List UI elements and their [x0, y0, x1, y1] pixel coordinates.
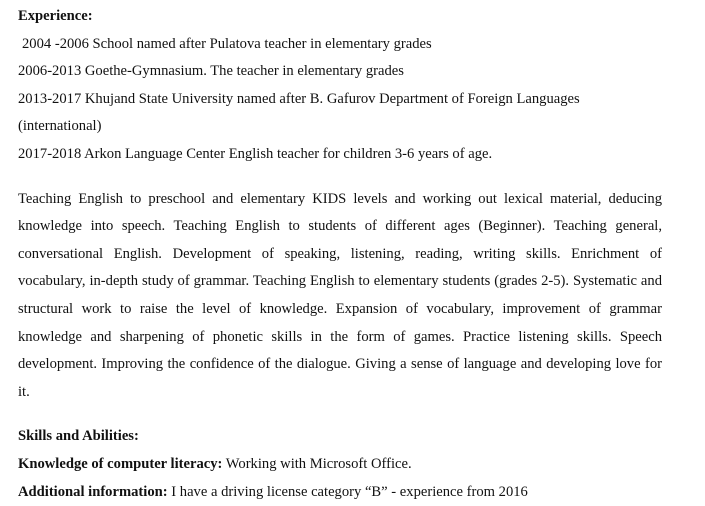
skills-heading: Skills and Abilities: [18, 423, 662, 451]
computer-literacy-line [18, 451, 662, 479]
experience-heading: Experience: [18, 3, 662, 31]
resume-document [18, 3, 662, 506]
experience-entry-continuation: (international) [18, 113, 662, 141]
additional-info-value: I have a driving license category “B” - experience from 2016 [171, 484, 528, 500]
experience-entry: 2006-2013 Goethe-Gymnasium. The teacher in elementary grades [18, 58, 662, 86]
computer-literacy-label: Knowledge of computer literacy: [18, 456, 222, 472]
experience-entry: 2004 -2006 School named after Pulatova teacher in elementary grades [18, 31, 662, 59]
summary-paragraph: Teaching English to preschool and elementary KIDS levels and working out lexical material, deducing knowledge into speech. Teaching English to students of different ages (Beginner). Teaching general, conversational English. Development of speaking, listening, reading, writing skills. Enrichment of vocabulary, in-depth study of grammar. Teaching English to elementary students (grades 2-5). Systematic and structural work to raise the level of knowledge. Expansion of vocabulary, improvement of grammar knowledge and sharpening of phonetic skills in the form of games. Practice listening skills. Speech development. Improving the confidence of the dialogue. Giving a sense of language and developing love for it. [18, 186, 662, 407]
computer-literacy-value: Working with Microsoft Office. [226, 456, 412, 472]
additional-info-label: Additional information: [18, 484, 168, 500]
experience-entry: 2017-2018 Arkon Language Center English teacher for children 3-6 years of age. [18, 141, 662, 169]
additional-info-line [18, 479, 662, 506]
experience-entry: 2013-2017 Khujand State University named after B. Gafurov Department of Foreign Languages [18, 86, 662, 114]
